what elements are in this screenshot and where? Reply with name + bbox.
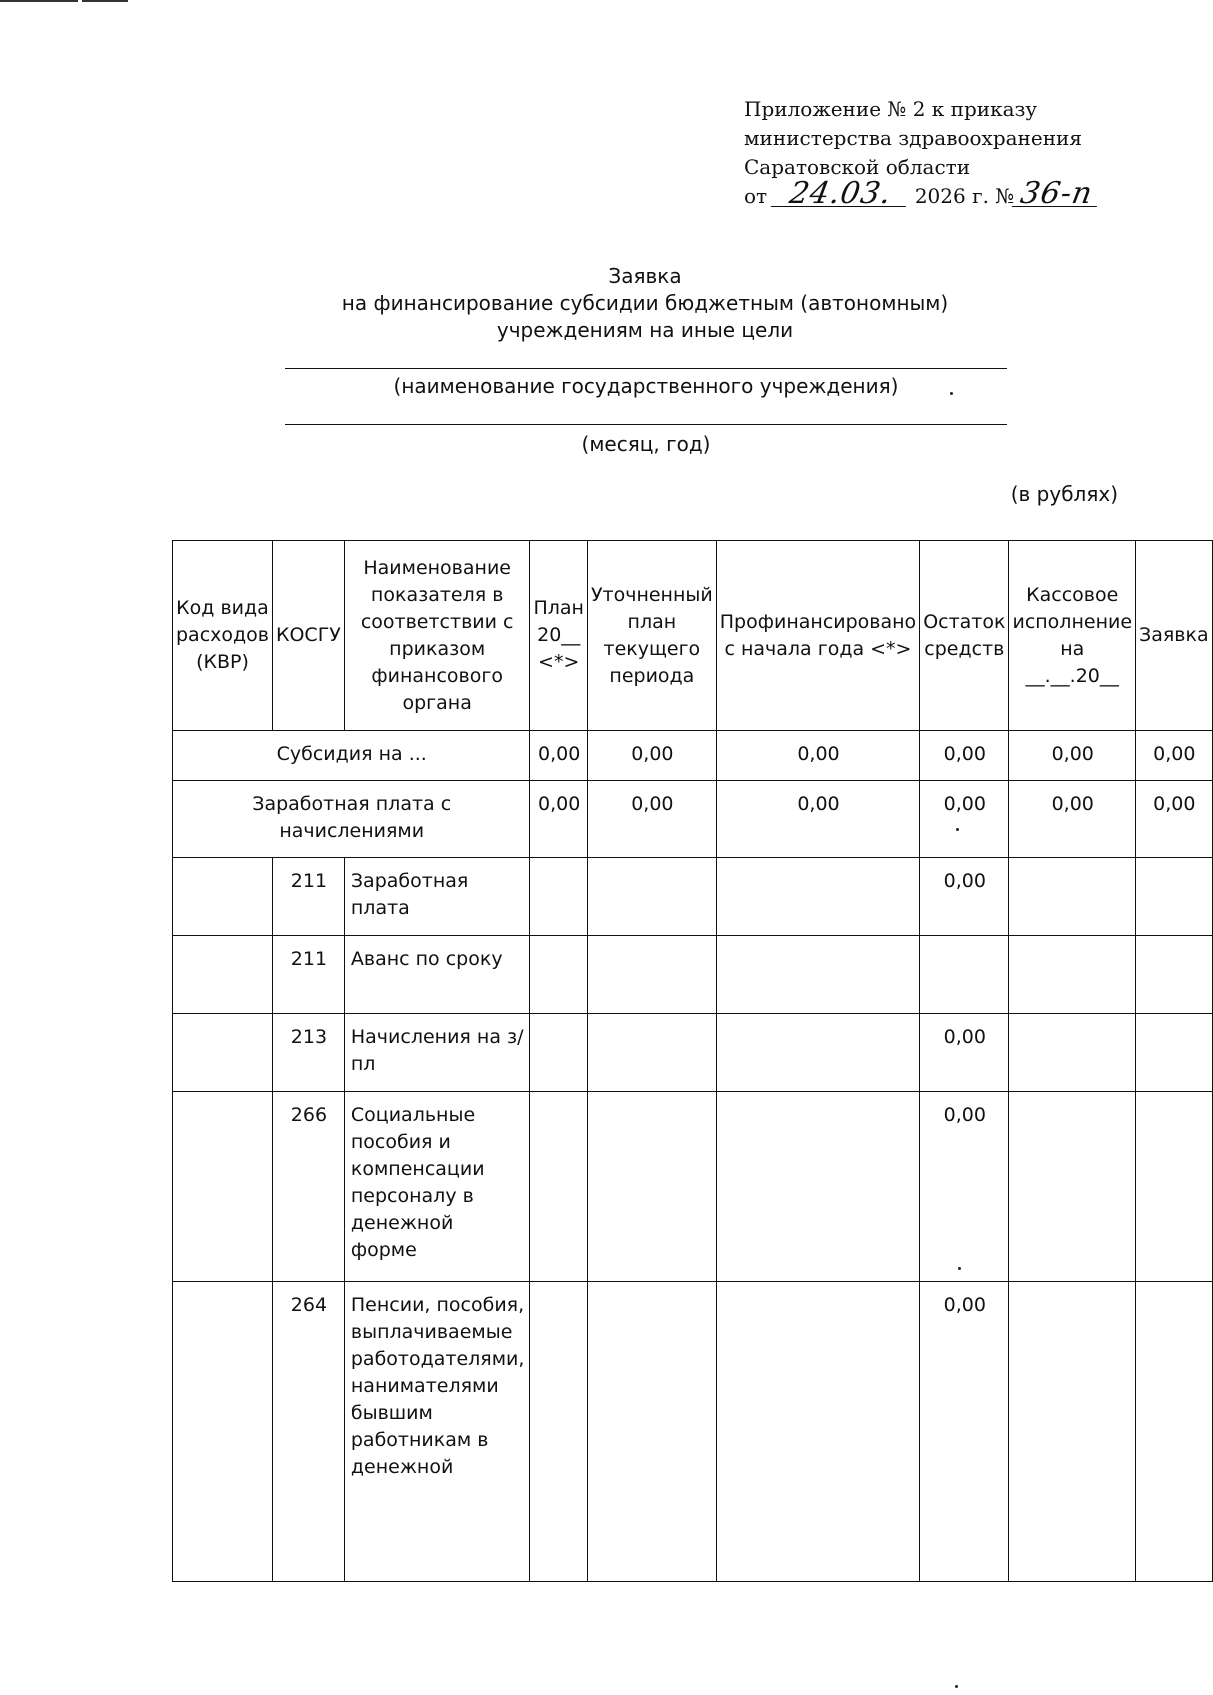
empty-cell <box>1136 1282 1213 1582</box>
kosgu-cell: 211 <box>272 936 344 1014</box>
empty-cell <box>716 1092 919 1282</box>
appendix-line-2: министерства здравоохранения <box>744 126 1082 150</box>
summary-value: 0,00 <box>716 781 919 858</box>
header-kvr: Код вида расходов (КВР) <box>173 541 273 731</box>
empty-cell <box>587 858 716 936</box>
remainder-cell: 0,00 <box>920 858 1009 936</box>
appendix-line-3: Саратовской области <box>744 155 971 179</box>
table-row <box>173 936 1213 1014</box>
kvr-cell <box>173 1282 273 1582</box>
scan-dot <box>950 392 953 395</box>
kosgu-cell: 211 <box>272 858 344 936</box>
institution-name-line <box>285 368 1007 369</box>
empty-cell <box>530 1092 588 1282</box>
empty-cell <box>1009 1014 1136 1092</box>
summary-value: 0,00 <box>530 731 588 781</box>
financing-table <box>172 540 1213 1582</box>
empty-cell <box>1009 1092 1136 1282</box>
empty-cell <box>587 936 716 1014</box>
table-row <box>173 858 1213 936</box>
title-line-2: на финансирование субсидии бюджетным (автономным) <box>341 291 949 315</box>
scan-artifact <box>0 0 78 2</box>
empty-cell <box>1136 936 1213 1014</box>
document-title <box>260 263 1030 344</box>
year-text: 2026 г. № <box>914 184 1015 208</box>
summary-row-salary <box>173 781 1213 858</box>
header-request: Заявка <box>1136 541 1213 731</box>
kvr-cell <box>173 858 273 936</box>
summary-value: 0,00 <box>1136 731 1213 781</box>
institution-caption: (наименование государственного учреждения) <box>393 374 899 398</box>
indicator-name-cell: Пенсии, пособия, выплачиваемые работодателями, нанимателями бывшим работникам в денежной <box>344 1282 530 1582</box>
appendix-line-1: Приложение № 2 к приказу <box>744 97 1038 121</box>
summary-value: 0,00 <box>920 731 1009 781</box>
empty-cell <box>716 858 919 936</box>
empty-cell <box>587 1014 716 1092</box>
indicator-name-cell: Заработная плата <box>344 858 530 936</box>
remainder-cell: 0,00 <box>920 1014 1009 1092</box>
empty-cell <box>1136 1092 1213 1282</box>
empty-cell <box>530 1282 588 1582</box>
remainder-cell: 0,00 <box>920 1282 1009 1582</box>
kvr-cell <box>173 1014 273 1092</box>
empty-cell <box>1136 1014 1213 1092</box>
empty-cell <box>1136 858 1213 936</box>
indicator-name-cell: Социальные пособия и компенсации персоналу в денежной форме <box>344 1092 530 1282</box>
handwritten-number: 36-п <box>1012 182 1101 207</box>
header-kosgu: КОСГУ <box>272 541 344 731</box>
scan-dot <box>958 1267 961 1270</box>
period-caption: (месяц, год) <box>581 432 711 456</box>
summary-label: Субсидия на ... <box>173 731 530 781</box>
remainder-cell <box>920 936 1009 1014</box>
kvr-cell <box>173 1092 273 1282</box>
table-row <box>173 1092 1213 1282</box>
indicator-name-cell: Начисления на з/пл <box>344 1014 530 1092</box>
summary-value: 0,00 <box>1009 731 1136 781</box>
summary-row-subsidy <box>173 731 1213 781</box>
empty-cell <box>530 1014 588 1092</box>
scan-dot <box>956 828 959 831</box>
empty-cell <box>716 1282 919 1582</box>
summary-value: 0,00 <box>1009 781 1136 858</box>
kosgu-cell: 266 <box>272 1092 344 1282</box>
empty-cell <box>587 1092 716 1282</box>
empty-cell <box>587 1282 716 1582</box>
summary-value: 0,00 <box>530 781 588 858</box>
appendix-block <box>744 95 1164 211</box>
indicator-name-cell: Аванс по сроку <box>344 936 530 1014</box>
scan-dot <box>955 1685 958 1688</box>
title-line-3: учреждениям на иные цели <box>496 318 794 342</box>
empty-cell <box>716 936 919 1014</box>
summary-value: 0,00 <box>716 731 919 781</box>
empty-cell <box>1009 936 1136 1014</box>
table-row <box>173 1014 1213 1092</box>
title-line-1: Заявка <box>608 264 682 288</box>
header-refined-plan: Уточненный план текущего периода <box>587 541 716 731</box>
empty-cell <box>530 936 588 1014</box>
units-label: (в рублях) <box>1010 482 1118 506</box>
empty-cell <box>1009 858 1136 936</box>
from-label: от <box>744 184 768 208</box>
header-plan: План 20__ <*> <box>530 541 588 731</box>
summary-value: 0,00 <box>1136 781 1213 858</box>
summary-value: 0,00 <box>587 731 716 781</box>
summary-label: Заработная плата с начислениями <box>173 781 530 858</box>
empty-cell <box>716 1014 919 1092</box>
empty-cell <box>530 858 588 936</box>
kosgu-cell: 264 <box>272 1282 344 1582</box>
summary-value: 0,00 <box>587 781 716 858</box>
remainder-cell: 0,00 <box>920 1092 1009 1282</box>
header-indicator-name: Наименование показателя в соответствии с приказом финансового органа <box>344 541 530 731</box>
period-line <box>285 424 1007 425</box>
table-row <box>173 1282 1213 1582</box>
empty-cell <box>1009 1282 1136 1582</box>
table-header-row <box>173 541 1213 731</box>
scan-artifact <box>82 0 128 2</box>
kosgu-cell: 213 <box>272 1014 344 1092</box>
header-remainder: Остаток средств <box>920 541 1009 731</box>
handwritten-date: 24.03. <box>771 182 910 207</box>
appendix-date-line <box>744 176 1164 211</box>
summary-value: 0,00 <box>920 781 1009 858</box>
kvr-cell <box>173 936 273 1014</box>
header-financed: Профинансировано с начала года <*> <box>716 541 919 731</box>
header-cash-execution: Кассовое исполнение на __.__.20__ <box>1009 541 1136 731</box>
